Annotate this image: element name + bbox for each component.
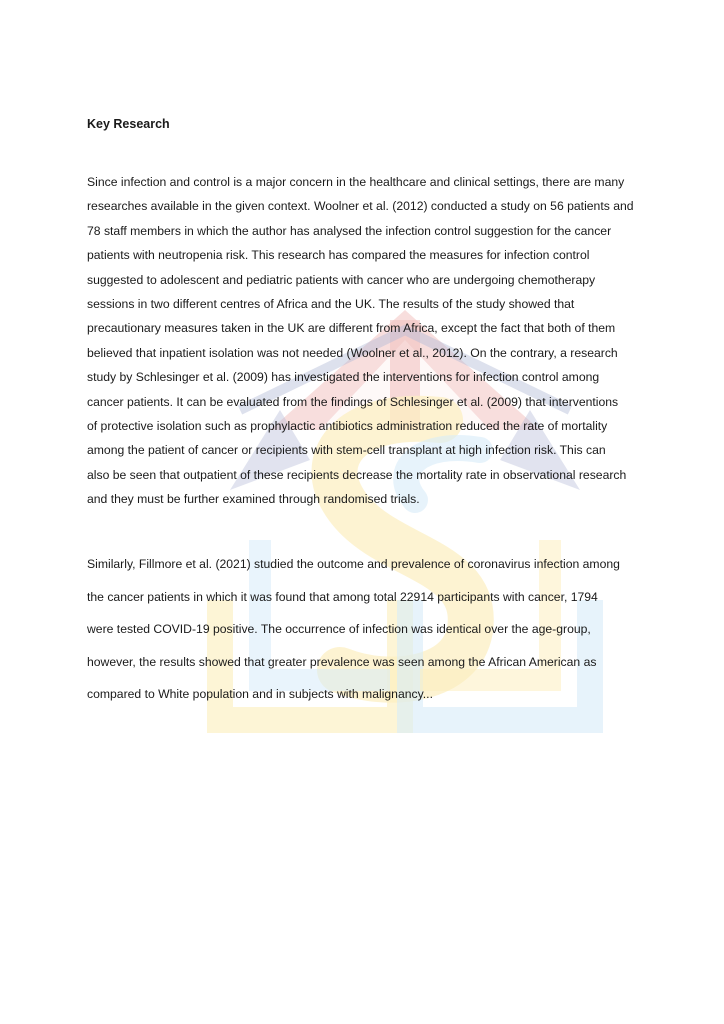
text-line: Similarly, Fillmore et al. (2021) studied the outcome and prevalence of coronavirus infection among xyxy=(87,557,620,571)
paragraph-fillmore xyxy=(87,548,639,711)
text-line: suggested to adolescent and pediatric patients with cancer who are undergoing chemotherapy xyxy=(87,272,596,287)
section-heading: Key Research xyxy=(87,117,170,131)
text-line: of protective isolation such as prophylactic antibiotics administration reduced the rate of mortality xyxy=(87,419,608,434)
text-line: 78 staff members in which the author has analysed the infection control suggestion for the cancer xyxy=(87,223,612,238)
text-line: among the patient of cancer or recipients with stem-cell transplant at high infection risk. This can xyxy=(87,443,606,458)
text-line: study by Schlesinger et al. (2009) has investigated the interventions for infection control among xyxy=(87,370,600,385)
text-line: Since infection and control is a major concern in the healthcare and clinical settings, there are many xyxy=(87,175,625,189)
text-line: researches available in the given context. Woolner et al. (2012) conducted a study on 56 patients and xyxy=(87,199,634,214)
text-line: the cancer patients in which it was found that among total 22914 participants with cancer, 1794 xyxy=(87,589,598,604)
text-line: compared to White population and in subjects with malignancy... xyxy=(87,687,433,702)
text-line: and they must be further examined through randomised trials. xyxy=(87,492,420,507)
paragraph-key-research xyxy=(87,170,639,512)
text-line: cancer patients. It can be evaluated from the findings of Schlesinger et al. (2009) that interventions xyxy=(87,394,619,409)
text-line: precautionary measures taken in the UK are different from Africa, except the fact that both of them xyxy=(87,321,616,336)
text-line: sessions in two different centres of Africa and the UK. The results of the study showed that xyxy=(87,297,575,312)
text-line: patients with neutropenia risk. This research has compared the measures for infection control xyxy=(87,248,590,263)
text-line: also be seen that outpatient of these recipients decrease the mortality rate in observational research xyxy=(87,467,627,482)
text-line: believed that inpatient isolation was not needed (Woolner et al., 2012). On the contrary, a research xyxy=(87,345,618,360)
text-line: were tested COVID-19 positive. The occurrence of infection was identical over the age-group, xyxy=(87,622,591,637)
text-line: however, the results showed that greater prevalence was seen among the African American as xyxy=(87,654,597,669)
